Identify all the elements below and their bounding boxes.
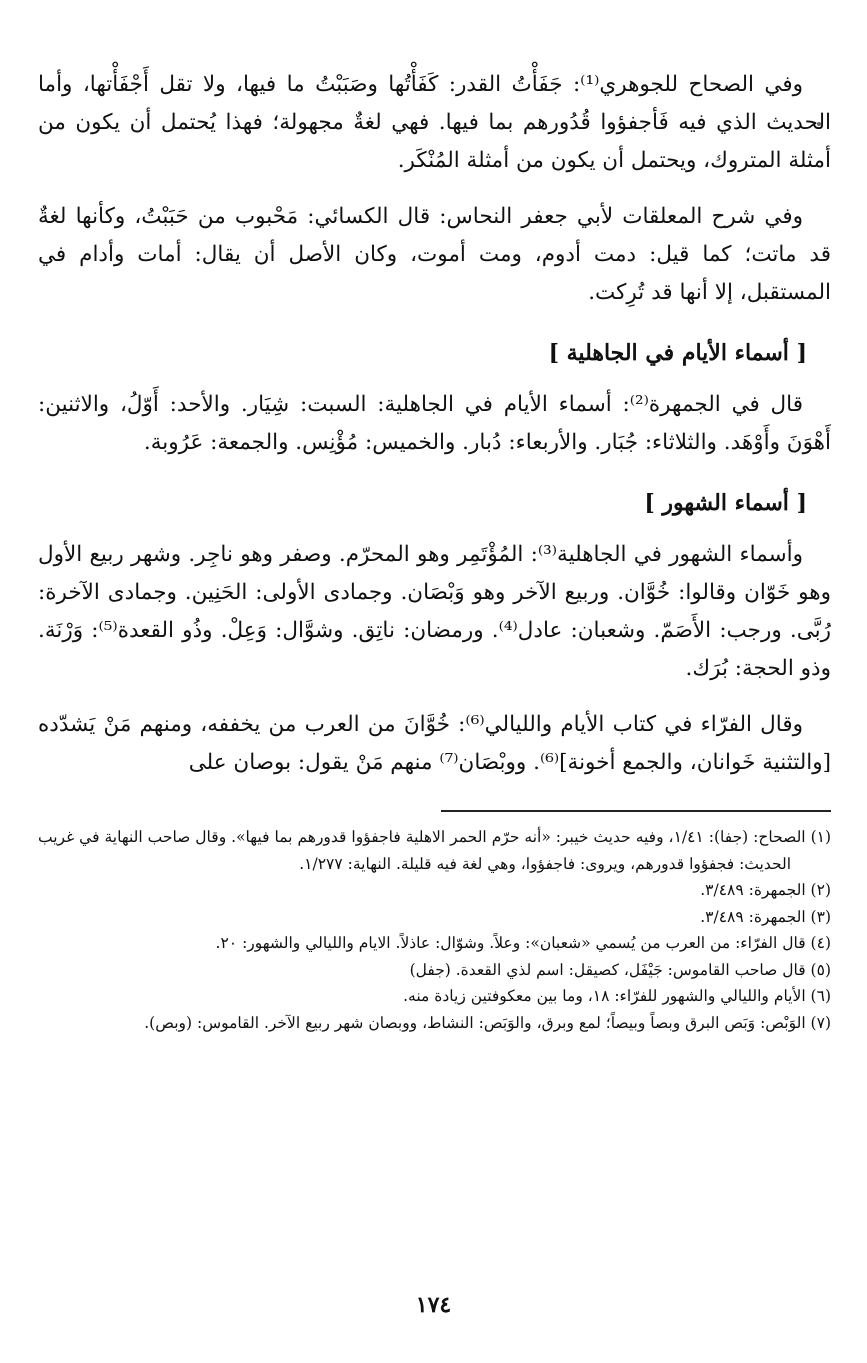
paragraph-days: قال في الجمهرة⁽²⁾: أسماء الأيام في الجاهلية: السبت: شِيَار. والأحد: أَوّلُ، والاثنين: أَهْوَنَ وأَوْهَد. والثلاثاء: جُبَار. والأربعاء: دُبار. والخميس: مُؤْنِس. والجمعة: عَرُوبة. xyxy=(38,392,831,455)
page-number: ١٧٤ xyxy=(415,1292,452,1318)
footnote-2: (٢) الجمهرة: ٣/٤٨٩. xyxy=(700,881,831,899)
footnote-7: (٧) الوَبْص: وَبَص البرق وبصاً وبيصاً؛ لمع وبرق، والوَبَص: النشاط، ووبصان شهر ربيع الآخر. القاموس: (وبص). xyxy=(144,1013,831,1032)
footnotes xyxy=(38,824,831,1036)
page-body xyxy=(38,66,831,1036)
paragraph-farra: وقال الفرّاء في كتاب الأيام والليالي⁽⁶⁾: خُوَّانَ من العرب من يخففه، ومنهم مَنْ يَشدّده [والتثنية خَوانان، والجمع أخونة]⁽⁶⁾. ووبْصَان⁽⁷⁾ منهم مَنْ يقول: بوصان على xyxy=(38,712,831,775)
paragraph-months: وأسماء الشهور في الجاهلية⁽³⁾: المُؤْتَمِر وهو المحرّم. وصفر وهو ناجِر. وشهر ربيع الأول وهو خَوّان وقالوا: خُوَّان. وربيع الآخر وهو وَبْصَان. وجمادى الأولى: الحَنِين. وجمادى الآخرة: رُبَّى. ورجب: الأَصَمّ. وشعبان: عادل⁽⁴⁾. ورمضان: ناتِق. وشوَّال: وَعِلْ. وذُو القعدة⁽⁵⁾: وَرْنَة. وذو الحجة: بُرَك. xyxy=(38,542,832,681)
heading-months-names: [ أسماء الشهور ] xyxy=(644,490,807,516)
footnote-1: (١) الصحاح: (جفا): ١/٤١، وفيه حديث خيبر: «أنه حرّم الحمر الاهلية فاجفؤوا قدورهم بما فيها». وقال صاحب النهاية في غريب الحديث: فجفؤوا قدورهم، ويروى: فاجفؤوا، وهي لغة فيه قليلة. النهاية: ١/٢٧٧. xyxy=(38,828,832,873)
footnote-5: (٥) قال صاحب القاموس: جَيْفَل، كصيقل: اسم لذي القعدة. (جفل) xyxy=(409,960,831,979)
footnote-3: (٣) الجمهرة: ٣/٤٨٩. xyxy=(700,907,831,926)
footnote-separator xyxy=(441,810,831,812)
footnote-4: (٤) قال الفرّاء: من العرب من يُسمي «شعبان»: وعلاً. وشوّال: عاذلاً. الايام والليالي والشهور: ٢٠. xyxy=(215,934,831,952)
paragraph-muallaqat: وفي شرح المعلقات لأبي جعفر النحاس: قال الكسائي: مَحْبوب من حَبَبْتُ، وكأنها لغةٌ قد ماتت؛ كما قيل: دمت أدوم، ومت أموت، وكان الأصل أن يقال: أمات وأدام في المستقبل، إلا أنها قد تُرِكت. xyxy=(38,204,831,305)
heading-days-names: [ أسماء الأيام في الجاهلية ] xyxy=(548,340,807,366)
footnote-6: (٦) الأيام والليالي والشهور للفرّاء: ١٨، وما بين معكوفتين زيادة منه. xyxy=(403,987,831,1005)
paragraph-sihah: وفي الصحاح للجوهري⁽¹⁾: جَفَأْتُ القدر: كَفَأْتُها وصَبَبْتُ ما فيها، ولا تقل أَجْفَأْتها، وأما الحديث الذي فيه فَأجفؤوا قُدُورهم بما فيها. فهي لغةٌ مجهولة؛ فهذا يُحتمل أن يكون من أمثلة المتروك، ويحتمل أن يكون من أمثلة المُنْكَر. xyxy=(38,72,831,173)
